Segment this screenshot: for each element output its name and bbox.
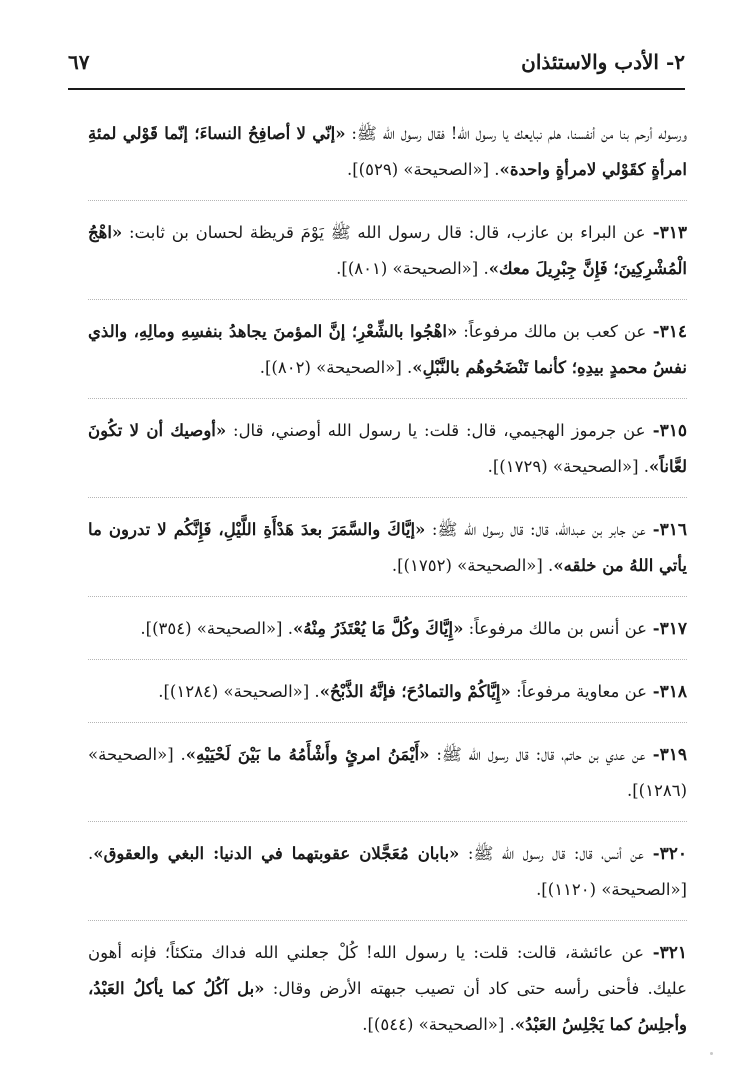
reference-text: . [«الصحيحة» (٥٤٤)]. (362, 1015, 515, 1034)
hadith-text: «إيَّاكَ والسَّمَرَ بعدَ هَدْأَةِ اللَّيْلِ، فَإِنَّكُم لا تدرون ما يأتي اللهُ من خلقه» (88, 520, 687, 575)
narration-text: عن أنس، قال: قال رسول الله ﷺ: (459, 844, 644, 863)
hadith-text: «اهْجُ الْمُشْرِكِينَ؛ فَإِنَّ جِبْرِيلَ معك» (88, 223, 687, 278)
scan-speck (710, 1052, 713, 1055)
hadith-text: «إِيَّاكُمْ والتمادُحَ؛ فإنَّهُ الذَّبْحُ» (319, 682, 511, 701)
narration-text: عن كعب بن مالك مرفوعاً: (457, 322, 647, 341)
reference-text: . [«الصحيحة» (١٧٢٩)]. (487, 457, 650, 476)
reference-text: . [«الصحيحة» (١١٢٠)]. (88, 844, 687, 899)
hadith-entry-316: ٣١٦- عن جابر بن عبدالله، قال: قال رسول الله ﷺ: «إيَّاكَ والسَّمَرَ بعدَ هَدْأَةِ اللَّيْلِ، فَإِنَّكُم لا تدرون ما يأتي اللهُ من خلقه». [«الصحيحة» (١٧٥٢)]. (88, 512, 687, 597)
narration-text: عن عائشة، قالت: قلت: يا رسول الله! كُلْ جعلني الله فداك متكئاً؛ فإنه أهون عليك. فأحنى رأسه حتى كاد أن تصيب جبهته الأرض وقال: (88, 943, 687, 998)
entry-number: ٣١٧ (659, 619, 687, 639)
hadith-text: «اهْجُوا بالشِّعْرِ؛ إنَّ المؤمنَ يجاهدُ بنفسِهِ ومالِهِ، والذي نفسُ محمدٍ بيدِهِ؛ كأنما تَنْضَحُوهُم بالنَّبْلِ» (88, 322, 687, 377)
entry-number: ٣١٥ (659, 421, 687, 441)
header-divider (68, 88, 685, 90)
narration-text: عن عدي بن حاتم، قال: قال رسول الله ﷺ: (429, 745, 646, 764)
narration-text: عن جرموز الهجيمي، قال: قلت: يا رسول الله أوصني، قال: (226, 421, 646, 440)
hadith-text: «بابان مُعَجَّلان عقوبتهما في الدنيا: البغي والعقوق» (93, 844, 460, 863)
narration-text: عن أنس بن مالك مرفوعاً: (463, 619, 647, 638)
hadith-text: «إِيَّاكَ وكُلَّ مَا يُعْتَذَرُ مِنْهُ» (292, 619, 464, 638)
reference-text: . [«الصحيحة» (١٧٥٢)]. (391, 556, 554, 575)
entry-number: ٣١٤ (659, 322, 687, 342)
entry-number: ٣١٨ (659, 682, 687, 702)
reference-text: . [«الصحيحة» (٨٠٢)]. (259, 358, 413, 377)
entry-number: ٣١٦ (659, 520, 687, 540)
reference-text: . [«الصحيحة» (١٢٨٤)]. (158, 682, 320, 701)
hadith-entry-313: ٣١٣- عن البراء بن عازب، قال: قال رسول الله ﷺ يَوْمَ قريظة لحسان بن ثابت: «اهْجُ الْمُشْرِكِينَ؛ فَإِنَّ جِبْرِيلَ معك». [«الصحيحة» (٨٠١)]. (88, 215, 687, 300)
reference-text: . [«الصحيحة» (٥٢٩)]. (346, 160, 500, 179)
hadith-entry-317: ٣١٧- عن أنس بن مالك مرفوعاً: «إِيَّاكَ وكُلَّ مَا يُعْتَذَرُ مِنْهُ». [«الصحيحة» (٣٥٤)]. (88, 611, 687, 660)
page-header (68, 42, 685, 82)
hadith-entry-314: ٣١٤- عن كعب بن مالك مرفوعاً: «اهْجُوا بالشِّعْرِ؛ إنَّ المؤمنَ يجاهدُ بنفسِهِ ومالِهِ، والذي نفسُ محمدٍ بيدِهِ؛ كأنما تَنْضَحُوهُم بالنَّبْلِ». [«الصحيحة» (٨٠٢)]. (88, 314, 687, 399)
hadith-text: «إنّي لا أصافِحُ النساءَ؛ إنّما قَوْلي لمئةِ امرأةٍ كقَوْلي لامرأةٍ واحدة» (88, 124, 687, 179)
narration-text: عن معاوية مرفوعاً: (510, 682, 647, 701)
hadith-entry-continuation (88, 116, 687, 201)
narration-text: عن جابر بن عبدالله، قال: قال رسول الله ﷺ: (425, 520, 646, 539)
hadith-text: «أوصيك أن لا تكُونَ لعَّاناً» (88, 421, 687, 476)
entry-number: ٣٢٠ (659, 844, 688, 864)
hadith-entry-320: ٣٢٠- عن أنس، قال: قال رسول الله ﷺ: «بابان مُعَجَّلان عقوبتهما في الدنيا: البغي والعقوق». [«الصحيحة» (١١٢٠)]. (88, 836, 687, 921)
narration-text: عن البراء بن عازب، قال: قال رسول الله ﷺ يَوْمَ قريظة لحسان بن ثابت: (122, 223, 646, 242)
entry-number: ٣١٩ (659, 745, 688, 765)
hadith-text: «بل آكُلُ كما يأكلُ العَبْدُ، وأجلِسُ كما يَجْلِسُ العَبْدُ» (88, 979, 687, 1034)
hadith-text: «أَيْمَنُ امرئٍ وأَشْأَمُهُ ما بَيْنَ لَحْيَيْهِ» (185, 745, 430, 764)
reference-text: . [«الصحيحة» (٨٠١)]. (336, 259, 489, 278)
page-number: ٦٧ (68, 50, 90, 74)
hadith-entry-321: ٣٢١- عن عائشة، قالت: قلت: يا رسول الله! كُلْ جعلني الله فداك متكئاً؛ فإنه أهون عليك. فأحنى رأسه حتى كاد أن تصيب جبهته الأرض وقال: «بل آكُلُ كما يأكلُ العَبْدُ، وأجلِسُ كما يَجْلِسُ العَبْدُ». [«الصحيحة» (٥٤٤)]. (88, 943, 688, 1034)
hadith-entry-315: ٣١٥- عن جرموز الهجيمي، قال: قلت: يا رسول الله أوصني، قال: «أوصيك أن لا تكُونَ لعَّاناً». [«الصحيحة» (١٧٢٩)]. (88, 413, 687, 498)
page-body (88, 116, 687, 1069)
hadith-entry-318: ٣١٨- عن معاوية مرفوعاً: «إِيَّاكُمْ والتمادُحَ؛ فإنَّهُ الذَّبْحُ». [«الصحيحة» (١٢٨٤)]. (88, 674, 687, 723)
narration-text: ورسوله أرحم بنا من أنفسنا، هلم نبايعك يا رسول الله! فقال رسول الله ﷺ: (345, 124, 687, 143)
reference-text: . [«الصحيحة» (١٢٨٦)]. (88, 745, 687, 800)
hadith-entry-319: ٣١٩- عن عدي بن حاتم، قال: قال رسول الله ﷺ: «أَيْمَنُ امرئٍ وأَشْأَمُهُ ما بَيْنَ لَحْيَيْهِ». [«الصحيحة» (١٢٨٦)]. (88, 737, 687, 822)
entry-number: ٣٢١ (659, 943, 688, 963)
reference-text: . [«الصحيحة» (٣٥٤)]. (140, 619, 293, 638)
chapter-title: ٢- الأدب والاستئذان (521, 50, 685, 74)
entry-number: ٣١٣ (659, 223, 688, 243)
